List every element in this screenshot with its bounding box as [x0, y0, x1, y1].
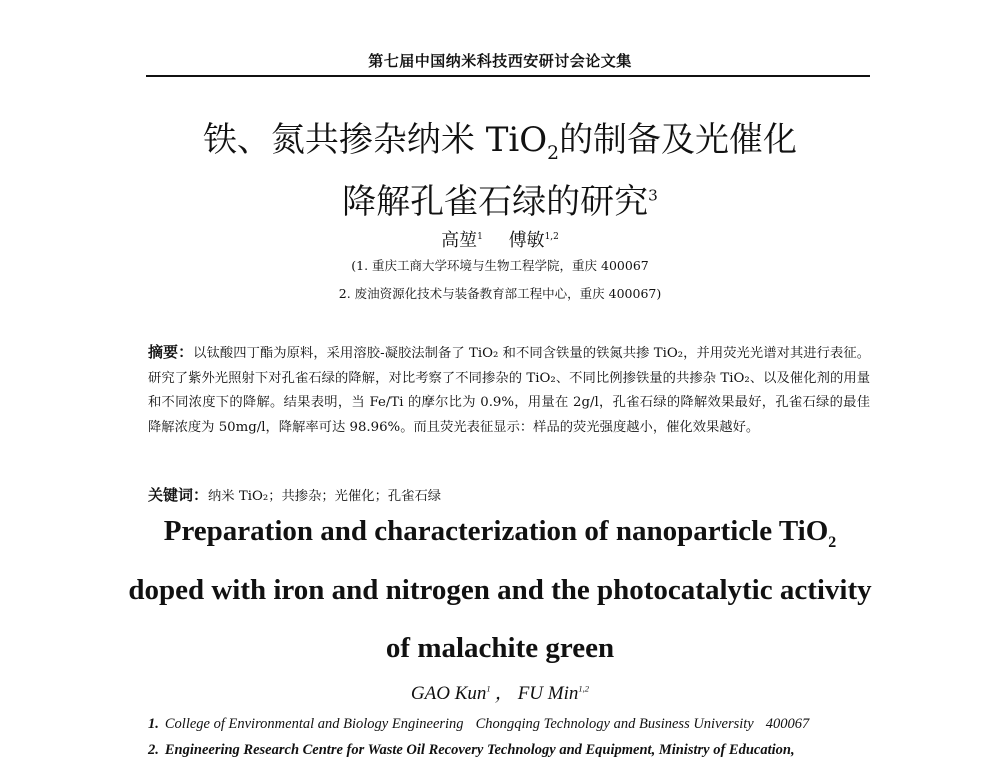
affiliation-cn-1: (1. 重庆工商大学环境与生物工程学院，重庆 400067	[351, 258, 649, 273]
author-cn-2	[509, 226, 559, 252]
title-en-line-2: doped with iron and nitrogen and the photocatalytic activity	[128, 574, 872, 606]
title-cn-line-1-rest: 的制备及光催化	[559, 120, 798, 160]
keywords-text: 纳米 TiO₂；共掺杂；光催化；孔雀石绿	[208, 489, 442, 504]
author-cn-1	[441, 226, 483, 252]
running-header: 第七届中国纳米科技西安研讨会论文集	[368, 52, 632, 70]
author-en-affil-mark: 1,2	[578, 683, 590, 694]
title-cn-line-2-text: 降解孔雀石绿的研究	[342, 182, 649, 222]
title-en-line-1	[0, 515, 1000, 552]
title-en-line-3: of malachite green	[385, 632, 615, 664]
author-cn-affil-mark: 1	[477, 232, 483, 242]
title-cn-line-2	[0, 174, 1000, 223]
affiliation-en-college: College of Environmental and Biology Engineering	[164, 716, 464, 732]
affiliation-en-1	[148, 716, 809, 733]
author-en-name: FU Min	[517, 683, 579, 704]
author-en-separator: ，	[494, 683, 514, 704]
authors-cn	[0, 226, 1000, 252]
author-cn-affil-mark: 1,2	[544, 232, 559, 242]
author-cn-name: 傅敏	[508, 230, 545, 251]
title-cn-line-1	[0, 112, 1000, 164]
abstract-cn	[148, 340, 870, 440]
affiliation-en-postcode: 400067	[765, 716, 810, 732]
authors-en	[0, 678, 1000, 705]
abstract-text: 以钛酸四丁酯为原料，采用溶胶-凝胶法制备了 TiO₂ 和不同含铁量的铁氮共掺 TiO₂，并用荧光光谱对其进行表征。研究了紫外光照射下对孔雀石绿的降解，对比考察了不同掺杂的 TiO₂、不同比例掺铁量的共掺杂 TiO₂、以及催化剂的用量和不同浓度下的降解。结果表明，当 Fe/Ti 的摩尔比为 0.9%，用量在 2g/l，孔雀石绿的降解效果最好，孔雀石绿的最佳降解浓度为 50mg/l，降解率可达 98.96%。而且荧光表征显示：样品的荧光强度越小，催化效果越好。	[148, 346, 870, 435]
affiliation-en-number: 2.	[148, 742, 159, 758]
author-cn-name: 高堃	[441, 230, 478, 251]
keywords-label: 关键词：	[148, 486, 209, 504]
title-cn-subscript: 2	[547, 142, 560, 164]
affiliation-en-number: 1.	[148, 716, 159, 732]
affiliation-cn-2: 2. 废油资源化技术与装备教育部工程中心，重庆 400067)	[338, 286, 662, 301]
title-cn-footnote-mark: 3	[648, 186, 658, 205]
title-en-line-1-text: Preparation and characterization of nanoparticle TiO	[163, 515, 829, 547]
header-rule	[146, 75, 870, 77]
title-cn-line-1-text: 铁、氮共掺杂纳米 TiO	[202, 120, 548, 160]
affiliation-en-2	[148, 742, 795, 759]
affiliation-en-university: Chongqing Technology and Business University	[475, 716, 754, 732]
keywords-cn	[148, 484, 441, 505]
abstract-label: 摘要：	[148, 343, 194, 361]
title-en-subscript: 2	[828, 533, 837, 551]
author-en-affil-mark: 1	[486, 683, 491, 694]
affiliation-en-centre: Engineering Research Centre for Waste Oil Recovery Technology and Equipment, Ministry of Education,	[164, 742, 795, 758]
author-en-name: GAO Kun	[410, 683, 487, 704]
